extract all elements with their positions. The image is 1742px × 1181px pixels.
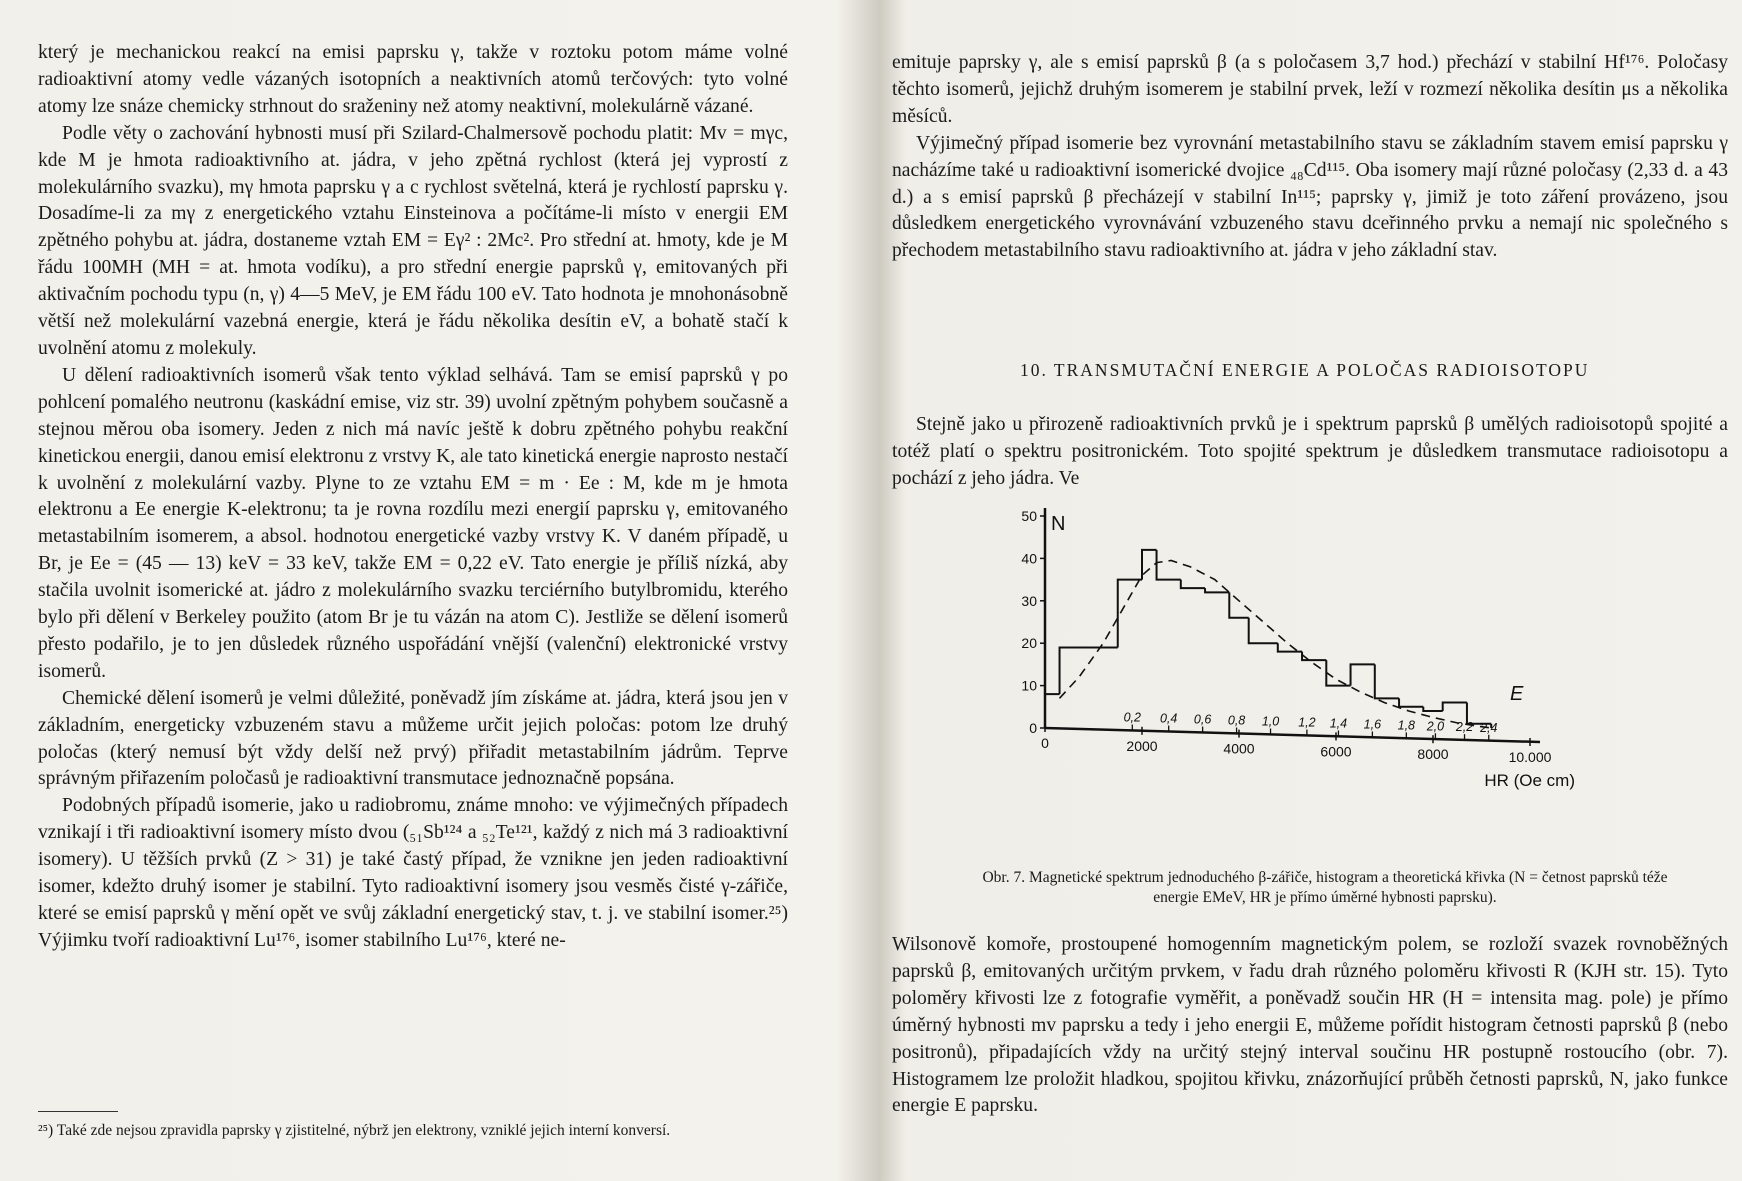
histogram-bin: [1060, 647, 1118, 694]
section-heading: 10. TRANSMUTAČNÍ ENERGIE A POLOČAS RADIOISOTOPU: [1020, 360, 1590, 380]
y-tick-label: 40: [1021, 550, 1037, 567]
energy-axis-label: E: [1510, 683, 1524, 705]
histogram-bin: [1142, 550, 1157, 580]
chart-axes: [1040, 508, 1540, 746]
figure-caption: Obr. 7. Magnetické spektrum jednoduchého β-zářiče, histogram a theoretická křivka (N = četnost paprsků téže energie EMeV, HR je přímo úměrné hybnosti paprsku).: [982, 869, 1668, 906]
x-tick-label: 6000: [1320, 743, 1352, 760]
y-tick-label: 30: [1021, 592, 1037, 609]
x-tick-label: 10.000: [1508, 749, 1552, 765]
chart-labels: [1021, 508, 1575, 790]
paragraph: Výjimečný případ isomerie bez vyrovnání metastabilního stavu se základním stavem emisí paprsku γ nacházíme také u radioaktivní isomerické dvojice ₄₈Cd¹¹⁵. Oba isomery mají různé poločasy (2,33 d. a 43 d.) a s emisí paprsků β přecházejí v stabilní In¹¹⁵; paprsky γ, jimiž je toto záření provázeno, jsou důsledkem energetického vyrovnávání vzbuzeného stavu dceřinného prvku a nemají nic společného s přechodem metastabilního stavu radioaktivního at. jádra v jeho základní stav.: [892, 132, 1728, 262]
paragraph: Wilsonově komoře, prostoupené homogenním magnetickým polem, se rozloží svazek rovnoběžných paprsků β, emitovaných určitým prvkem, v řadu drah různého poloměru křivosti R (KJH str. 15). Tyto poloměry křivosti lze z fotografie vyměřit, a poněvadž součin HR (H = intensita mag. pole) je přímo úměrný hybnosti mv paprsku a tedy i jeho energii E, můžeme pořídit histogram četnosti paprsků β (nebo positronů), připadajících vždy na určitý stejný interval součinu HR postupně rostoucího (obr. 7). Histogramem lze proložit hladkou, spojitou křivku, znázorňující průběh četnosti paprsků, N, jako funkce energie E paprsku.: [892, 934, 1728, 1117]
right-page-body-mid: [892, 412, 1728, 493]
paragraph: Podle věty o zachování hybnosti musí při Szilard-Chalmersově pochodu platit: Mv = mγc, kde M je hmota radioaktivního at. jádra, v jeho zpětná rychlost (která jej vyprostí z molekulárního svazku), mγ hmota paprsku γ a c rychlost světelná, která je rychlostí paprsku γ. Dosadíme-li za mγ z energetického vztahu Einsteinova a počítáme-li místo v energii EM zpětného pohybu at. jádra, dostaneme vztah EM = Eγ² : 2Mc². Pro střední at. hmoty, kde je M řádu 100MH (MH = at. hmota vodíku), a pro střední energie paprsků γ, emitovaných při aktivačním pochodu typu (n, γ) 4—5 MeV, je EM řádu 100 eV. Tato hodnota je mnohonásobně větší než molekulární vazebná energie, která je řádu několika desítin eV, a bohatě stačí k uvolnění atomu z molekuly.: [38, 122, 788, 359]
right-page-body-top: [892, 50, 1728, 265]
histogram-bin: [1443, 703, 1467, 711]
histogram-bin: [1118, 580, 1142, 648]
energy-tick-label: 1,0: [1261, 714, 1280, 729]
x-tick-label: 2000: [1126, 737, 1158, 754]
y-tick-label: 0: [1029, 720, 1037, 736]
x-axis-label: HR (Oe cm): [1484, 771, 1575, 790]
histogram-bin: [1423, 707, 1442, 711]
histogram-bin: [1045, 694, 1060, 728]
energy-tick-label: 1,2: [1298, 715, 1316, 730]
energy-tick-label: 0,8: [1227, 713, 1246, 728]
left-page-body: [38, 40, 788, 955]
histogram-bin: [1399, 698, 1423, 706]
energy-tick-label: 2,0: [1426, 719, 1445, 734]
paragraph: Chemické dělení isomerů je velmi důležité, poněvadž jím získáme at. jádra, která jsou jen v základním, energeticky vzbuzeném stavu a můžeme určit jejich poločas: potom lze druhý poločas (který nemusí být vždy delší než prvý) přiřadit metastabilním jádrům. Teprve správným přiřazením poločasů je radioaktivní transmutace jednoznačně popsána.: [38, 687, 788, 790]
energy-tick-label: 1,4: [1329, 716, 1348, 731]
x-tick-label: 8000: [1417, 746, 1449, 763]
paragraph: U dělení radioaktivních isomerů však tento výklad selhává. Tam se emisí paprsků γ po pohlcení pomalého neutronu (kaskádní emise, viz str. 39) uvolní zpětným pohybem současně a stejnou měrou oba isomery. Jeden z nich má navíc ještě k dobru zpětného pohybu reakční kinetickou energii, danou emisí elektronu z vrstvy K, ale tato kinetická energie naprosto nestačí k uvolnění z molekulární vazby. Plyne to ze vztahu EM = m · Ee : M, kde m je hmota elektronu a Ee energie K-elektronu; ta je rovna rozdílu mezi energií paprsku γ, emitovaného metastabilním isomerem, a absol. hodnotou energetické vazby vrstvy K. V daném případě, u Br, je Ee = (45 — 13) keV = 33 keV, takže EM = 0,22 eV. Tato energie je příliš nízká, aby stačila uvolnit isomerické at. jádro z molekulárního svazku terciérního butylbromidu, kterého bylo při dělení v Berkeley použito (atom Br je tu vázán na atom C). Jestliže se dělení isomerů přesto podařilo, je to jen důsledek různého uspořádání vnější (valenční) elektronické vrstvy isomerů.: [38, 364, 788, 682]
paragraph: Podobných případů isomerie, jako u radiobromu, známe mnoho: ve výjimečných případech vznikají i tři radioaktivní isomery místo dvou (₅₁Sb¹²⁴ a ₅₂Te¹²¹, každý z nich má 3 radioaktivní isomery). U těžších prvků (Z > 31) je také častý případ, že vznikne jen jeden radioaktivní isomer, kdežto druhý isomer je stabilní. Tyto radioaktivní isomery jsou vesměs čisté γ-zářiče, které se emisí paprsků γ mění opět ve svůj základní energetický stav, t. j. ve stabilní isomer.²⁵) Výjimku tvoří radioaktivní Lu¹⁷⁶, isomer stabilního Lu¹⁷⁶, které ne-: [38, 795, 788, 951]
histogram-bin: [1302, 652, 1326, 660]
energy-tick-label: 0,6: [1193, 712, 1212, 727]
right-page-body-bottom: [892, 932, 1728, 1120]
x-tick-label: 4000: [1223, 740, 1255, 757]
energy-tick-label: 2,2: [1455, 720, 1474, 735]
y-tick-label: 10: [1021, 677, 1037, 694]
beta-spectrum-chart: [1010, 500, 1650, 870]
left-page: [0, 0, 870, 1181]
x-tick-label: 0: [1041, 735, 1049, 751]
paragraph: který je mechanickou reakcí na emisi paprsku γ, takže v roztoku potom máme volné radioaktivní atomy vedle vázaných isotopních a neaktivních atomů terčových: tyto volné atomy lze snáze chemicky strhnout do sraženiny než atomy neaktivní, molekulárně vázané.: [38, 42, 788, 117]
energy-tick-label: 0,4: [1159, 711, 1178, 726]
histogram-bin: [1351, 664, 1375, 685]
histogram-bin: [1278, 643, 1302, 651]
footnote-rule: [38, 1111, 118, 1112]
y-axis-label: N: [1051, 513, 1066, 535]
energy-tick-label: 1,6: [1363, 717, 1382, 732]
histogram-bin: [1326, 660, 1350, 685]
right-page: [880, 0, 1742, 1181]
histogram-bin: [1181, 580, 1205, 588]
footnote: ²⁵) Také zde nejsou zpravidla paprsky γ zjistitelné, nýbrž jen elektrony, vzniklé jejich interní konversí.: [38, 1122, 671, 1139]
y-tick-label: 20: [1021, 635, 1037, 652]
chart-histogram: [1045, 550, 1491, 731]
energy-tick-label: 0,2: [1123, 710, 1141, 725]
paragraph: Stejně jako u přirozeně radioaktivních prvků je i spektrum paprsků β umělých radioisotopů spojité a totéž platí o spektru positronickém. Toto spojité spektrum je důsledkem transmutace radioisotopu a pochází z jeho jádra. Ve: [892, 414, 1728, 489]
histogram-bin: [1157, 550, 1181, 580]
energy-tick-label: 2,4: [1480, 720, 1498, 735]
histogram-bin: [1375, 664, 1399, 698]
energy-tick-label: 1,8: [1397, 718, 1416, 733]
histogram-bin: [1229, 592, 1248, 617]
y-tick-label: 50: [1021, 508, 1037, 524]
paragraph: emituje paprsky γ, ale s emisí paprsků β (a s poločasem 3,7 hod.) přechází v stabilní Hf¹⁷⁶. Poločasy těchto isomerů, jejichž druhým isomerem je stabilní prvek, leží v rozmezí několika desítin μs a několika měsíců.: [892, 52, 1728, 127]
